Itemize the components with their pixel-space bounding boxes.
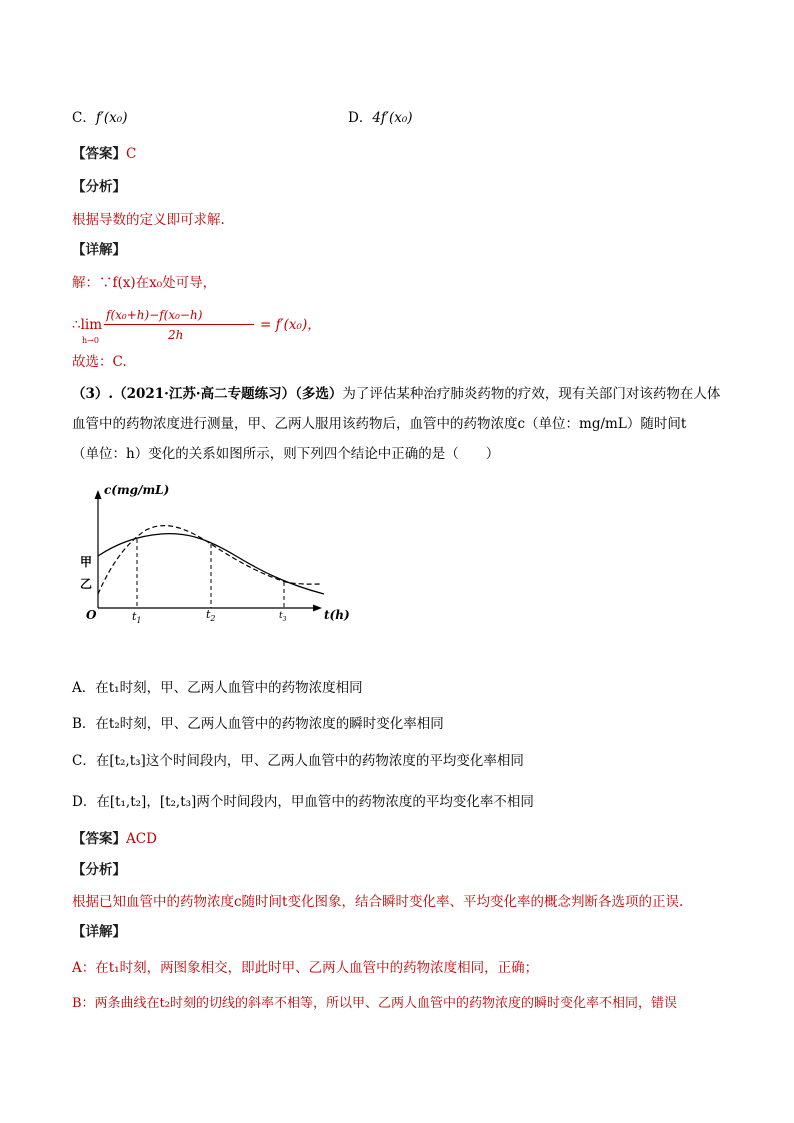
y-axis-arrow (95, 490, 102, 499)
series-jia-curve (98, 534, 324, 594)
analysis-3-text: 根据已知血管中的药物浓度c随时间t变化图象，结合瞬时变化率、平均变化率的概念判断各选项的正误. (72, 894, 684, 910)
analysis-1-text: 根据导数的定义即可求解. (72, 212, 225, 228)
origin-label: O (86, 608, 97, 622)
option-d-prev: D．4f′(x₀) (348, 110, 413, 126)
detail-1-choice: 故选：C. (72, 354, 127, 370)
tick-t2: $t_2$ (206, 608, 216, 623)
detail-3-tag: 【详解】 (72, 924, 126, 940)
choice-c: C．在[t₂,t₃]这个时间段内，甲、乙两人血管中的药物浓度的平均变化率相同 (72, 753, 524, 769)
series-label-jia: 甲 (80, 555, 93, 569)
detail-1-line1: 解：∵f(x)在x₀处可导， (72, 275, 217, 291)
question-3-line2: 血管中的药物浓度进行测量，甲、乙两人服用该药物后，血管中的药物浓度c（单位：mg/mL）随时间t (72, 416, 687, 432)
series-label-yi: 乙 (80, 577, 93, 591)
series-yi-curve (98, 526, 322, 594)
detail-3-a: A：在t₁时刻，两图象相交，即此时甲、乙两人血管中的药物浓度相同，正确； (72, 960, 539, 976)
question-3-line1: （3）.（2021·江苏·高二专题练习）（多选）为了评估某种治疗肺炎药物的疗效，现有关部门对该药物在人体 (72, 386, 721, 402)
choice-a: A．在t₁时刻，甲、乙两人血管中的药物浓度相同 (72, 680, 363, 696)
analysis-3-tag: 【分析】 (72, 862, 126, 878)
concentration-chart (76, 476, 366, 626)
answer-3: 【答案】ACD (72, 831, 157, 847)
detail-3-b: B：两条曲线在t₂时刻的切线的斜率不相等，所以甲、乙两人血管中的药物浓度的瞬时变化率不相同，错误 (72, 996, 677, 1011)
answer-1: 【答案】C (72, 146, 137, 162)
tick-t3: $t_3$ (279, 611, 287, 623)
tick-t1: $t_1$ (132, 610, 142, 625)
x-axis-arrow (313, 605, 322, 612)
choice-b: B．在t₂时刻，甲、乙两人血管中的药物浓度的瞬时变化率相同 (72, 716, 444, 732)
question-3-line3: （单位：h）变化的关系如图所示，则下列四个结论中正确的是（ ） (72, 446, 500, 462)
analysis-1-tag: 【分析】 (72, 179, 126, 195)
x-axis-label: t(h) (324, 608, 350, 622)
option-c-prev: C．f′(x₀) (72, 110, 128, 126)
y-axis-label: c(mg/mL) (104, 483, 170, 497)
document-page: C．f′(x₀) D．4f′(x₀) 【答案】C 【分析】 根据导数的定义即可求解. 【详解】 解：∵f(x)在x₀处可导， ∴lim h→0 f(x₀+h)−f(x₀−h) 2h = f′(x₀)， 故选：C. （3）.（2021·江苏·高二专题练习）（多选）为了评估某种治疗肺炎药物的疗效，现有关部门对该药物在人体 血管中的药物浓度进行测量，甲、乙两人服用该药物后，血管中的药物浓度c（单位：mg/mL）随时间t （单位：h）变化的关系如图所示，则下列四个结论中正确的是（ ） c(mg/mL) t(h) O 甲 乙 $t_1$ $t_2$ $t_3$ A．在t₁时刻，甲、乙两人血管中的药物浓度相同 B．在t₂时刻，甲、乙两人血管中的药物浓度的瞬时变化率相同 C．在[t₂,t₃]这个时间段内，甲、乙两人血管中的药物浓度的平均变化率相同 D．在[t₁,t₂]，[t₂,t₃]两个时间段内，甲血管中的药物浓度的平均变化率不相同 【答案】ACD 【分析】 根据已知血管中的药物浓度c随时间t变化图象，结合瞬时变化率、平均变化率的概念判断各选项的正误. 【详解】 A：在t₁时刻，两图象相交，即此时甲、乙两人血管中的药物浓度相同，正确； B：两条曲线在t₂时刻的切线的斜率不相等，所以甲、乙两人血管中的药物浓度的瞬时变化率不相同，错误 (0, 0, 794, 1123)
detail-1-tag: 【详解】 (72, 242, 126, 258)
choice-d: D．在[t₁,t₂]，[t₂,t₃]两个时间段内，甲血管中的药物浓度的平均变化率不相同 (72, 794, 534, 810)
